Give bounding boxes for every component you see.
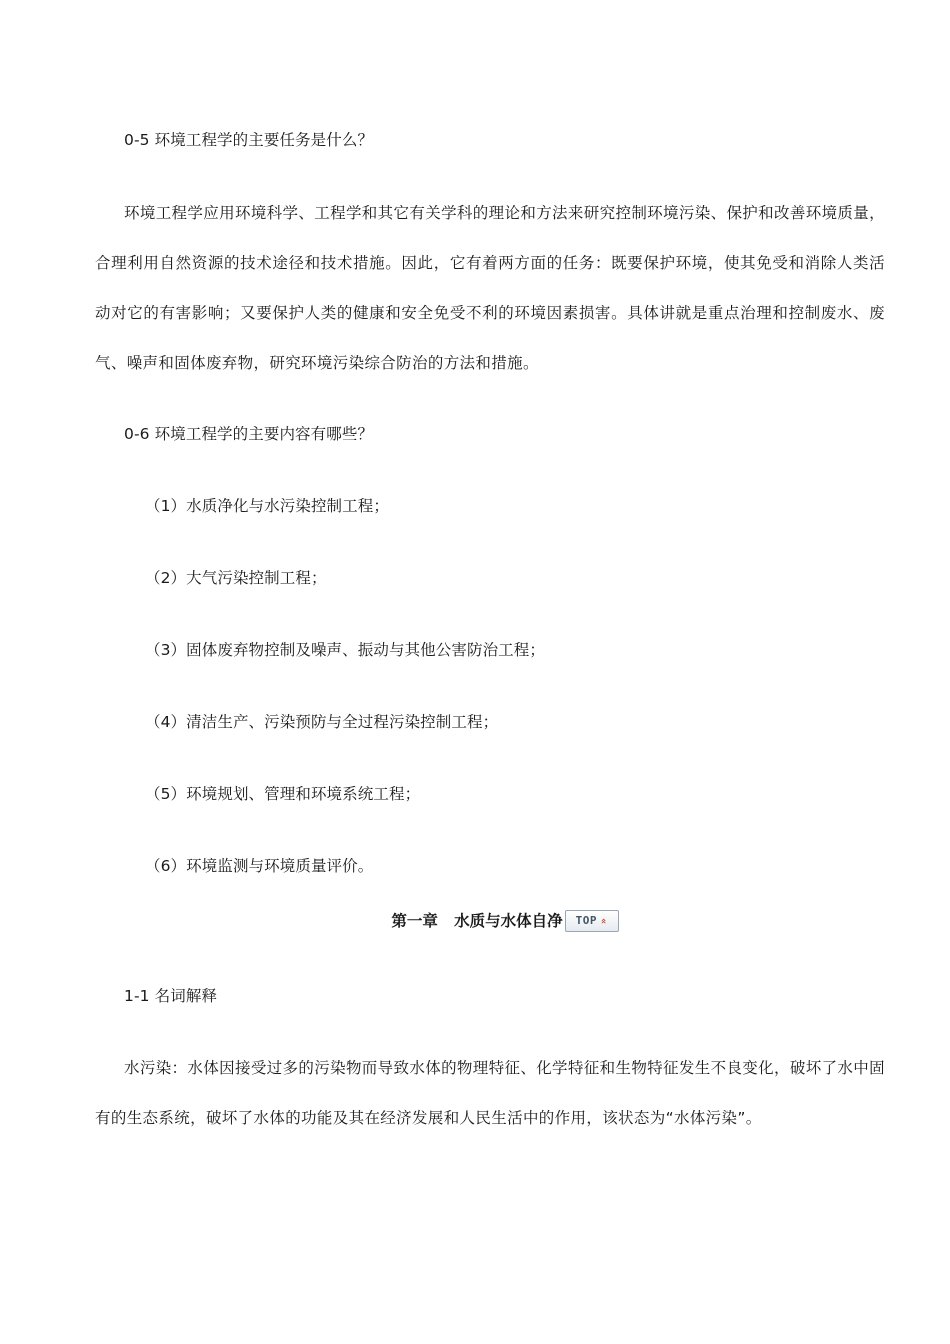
double-chevron-up-icon: »	[598, 917, 610, 925]
definition-water-pollution-paragraph: 水污染：水体因接受过多的污染物而导致水体的物理特征、化学特征和生物特征发生不良变化，破坏了水中固有的生态系统，破坏了水体的功能及其在经济发展和人民生活中的作用，该状态为“水体污染”。	[95, 1059, 885, 1127]
chapter-heading-row	[391, 909, 618, 933]
answer-0-5-paragraph: 环境工程学应用环境科学、工程学和其它有关学科的理论和方法来研究控制环境污染、保护和改善环境质量，合理利用自然资源的技术途径和技术措施。因此，它有着两方面的任务：既要保护环境，使其免受和消除人类活动对它的有害影响；又要保护人类的健康和安全免受不利的环境因素损害。具体讲就是重点治理和控制废水、废气、噪声和固体废弃物，研究环境污染综合防治的方法和措施。	[95, 204, 885, 372]
question-0-6-heading: 0-6 环境工程学的主要内容有哪些？	[124, 425, 374, 443]
question-0-5-heading: 0-5 环境工程学的主要任务是什么？	[124, 131, 374, 149]
content-list-item: （6）环境监测与环境质量评价。	[145, 857, 374, 875]
chapter-title: 第一章 水质与水体自净	[391, 912, 563, 930]
chapter-heading	[0, 909, 950, 933]
content-list-item: （2）大气污染控制工程；	[145, 569, 327, 587]
back-to-top-label: TOP	[575, 914, 598, 927]
content-list-item: （3）固体废弃物控制及噪声、振动与其他公害防治工程；	[145, 641, 545, 659]
content-list-item: （5）环境规划、管理和环境系统工程；	[145, 785, 421, 803]
content-list-item: （1）水质净化与水污染控制工程；	[145, 497, 389, 515]
question-1-1-heading: 1-1 名词解释	[124, 987, 218, 1005]
back-to-top-button[interactable]	[565, 910, 619, 932]
content-list-item: （4）清洁生产、污染预防与全过程污染控制工程；	[145, 713, 499, 731]
